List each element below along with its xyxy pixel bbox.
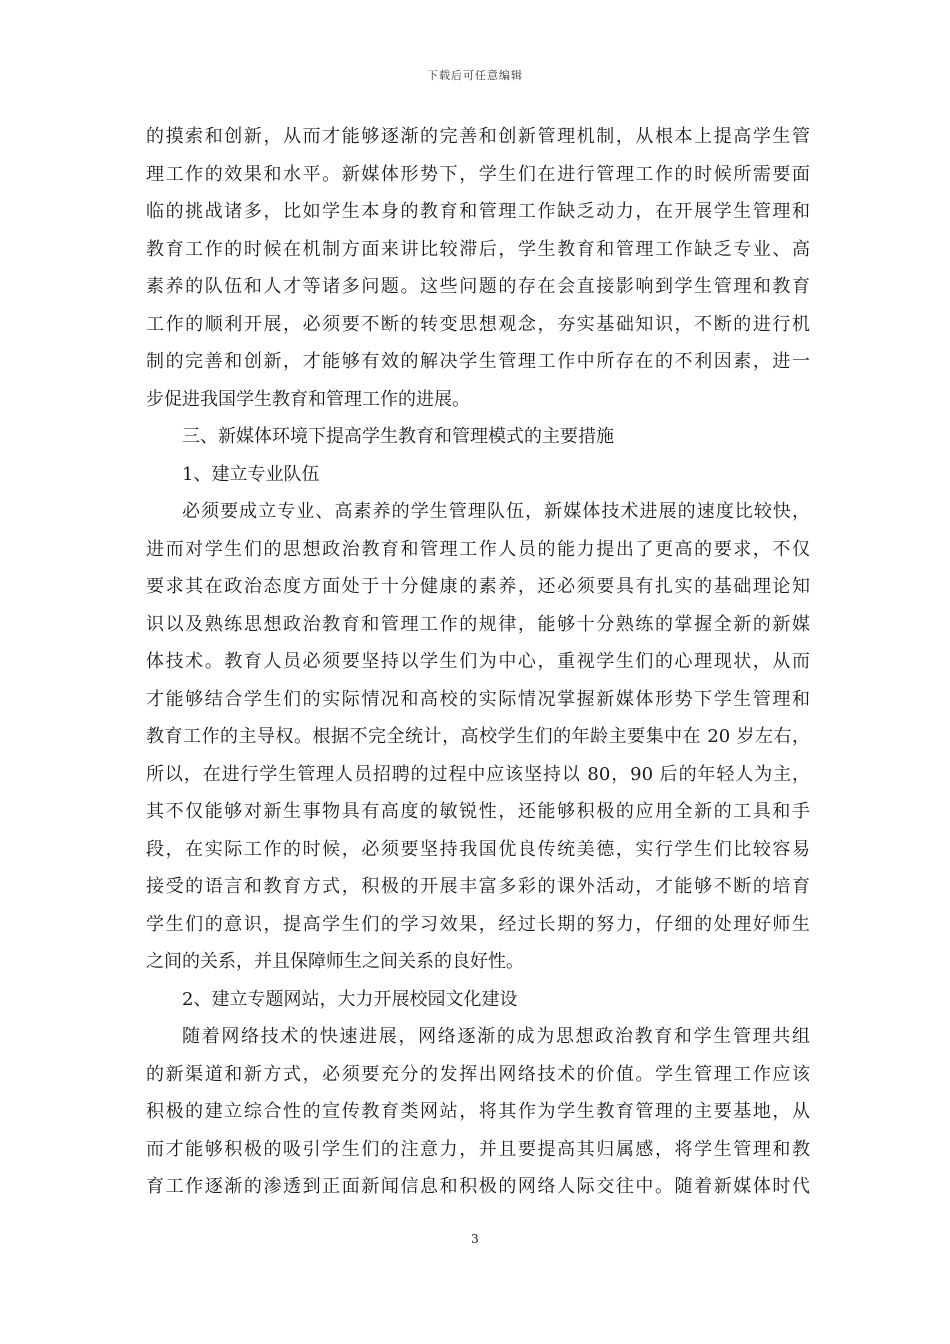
- text-line: 步促进我国学生教育和管理工作的进展。: [146, 388, 470, 410]
- text-line: 体技术。教育人员必须要坚持以学生们为中心，重视学生们的心理现状，从而: [146, 651, 810, 672]
- text-line: 素养的队伍和人才等诸多问题。这些问题的存在会直接影响到学生管理和教育: [146, 276, 810, 297]
- body-text: [146, 118, 810, 1206]
- text-line: 的新渠道和新方式，必须要充分的发挥出网络技术的价值。学生管理工作应该: [146, 1063, 810, 1085]
- page-number: 3: [471, 1232, 479, 1246]
- text-line: 其不仅能够对新生事物具有高度的敏锐性，还能够积极的应用全新的工具和手: [146, 801, 810, 822]
- text-line: 才能够结合学生们的实际情况和高校的实际情况掌握新媒体形势下学生管理和: [146, 688, 810, 710]
- text-line: 育工作逐渐的渗透到正面新闻信息和积极的网络人际交往中。随着新媒体时代: [146, 1176, 810, 1197]
- text-line: 要求其在政治态度方面处于十分健康的素养，还必须要具有扎实的基础理论知: [146, 576, 810, 597]
- text-line: 之间的关系，并且保障师生之间关系的良好性。: [146, 951, 524, 972]
- text-line: 接受的语言和教育方式，积极的开展丰富多彩的课外活动，才能够不断的培育: [146, 876, 810, 897]
- text-line: 的摸索和创新，从而才能够逐渐的完善和创新管理机制，从根本上提高学生管: [146, 126, 810, 147]
- text-line: 1、建立专业队伍: [182, 463, 320, 485]
- text-line: 教育工作的主导权。根据不完全统计，高校学生们的年龄主要集中在 20 岁左右，: [146, 726, 810, 747]
- page-header: 下载后可任意编辑: [427, 69, 523, 82]
- text-line: 教育工作的时候在机制方面来讲比较滞后，学生教育和管理工作缺乏专业、高: [146, 238, 810, 260]
- text-line: 而才能够积极的吸引学生们的注意力，并且要提高其归属感，将学生管理和教: [146, 1138, 810, 1160]
- text-line: 学生们的意识，提高学生们的学习效果，经过长期的努力，仔细的处理好师生: [146, 913, 810, 935]
- text-line: 段，在实际工作的时候，必须要坚持我国优良传统美德，实行学生们比较容易: [146, 838, 810, 860]
- text-line: 2、建立专题网站，大力开展校园文化建设: [182, 988, 518, 1010]
- text-line: 临的挑战诸多，比如学生本身的教育和管理工作缺乏动力，在开展学生管理和: [146, 201, 810, 222]
- text-line: 识以及熟练思想政治教育和管理工作的规律，能够十分熟练的掌握全新的新媒: [146, 613, 810, 635]
- text-line: 所以，在进行学生管理人员招聘的过程中应该坚持以 80，90 后的年轻人为主，: [146, 763, 810, 785]
- text-line: 理工作的效果和水平。新媒体形势下，学生们在进行管理工作的时候所需要面: [146, 163, 810, 185]
- text-line: 积极的建立综合性的宣传教育类网站，将其作为学生教育管理的主要基地，从: [146, 1101, 810, 1122]
- text-line: 工作的顺利开展，必须要不断的转变思想观念，夯实基础知识，不断的进行机: [146, 313, 810, 335]
- text-line: 随着网络技术的快速进展，网络逐渐的成为思想政治教育和学生管理共组: [182, 1026, 810, 1047]
- text-line: 进而对学生们的思想政治教育和管理工作人员的能力提出了更高的要求，不仅: [146, 538, 810, 560]
- text-line: 三、新媒体环境下提高学生教育和管理模式的主要措施: [182, 426, 614, 447]
- text-line: 制的完善和创新，才能够有效的解决学生管理工作中所存在的不利因素，进一: [146, 351, 810, 372]
- text-line: 必须要成立专业、高素养的学生管理队伍，新媒体技术进展的速度比较快，: [182, 501, 810, 522]
